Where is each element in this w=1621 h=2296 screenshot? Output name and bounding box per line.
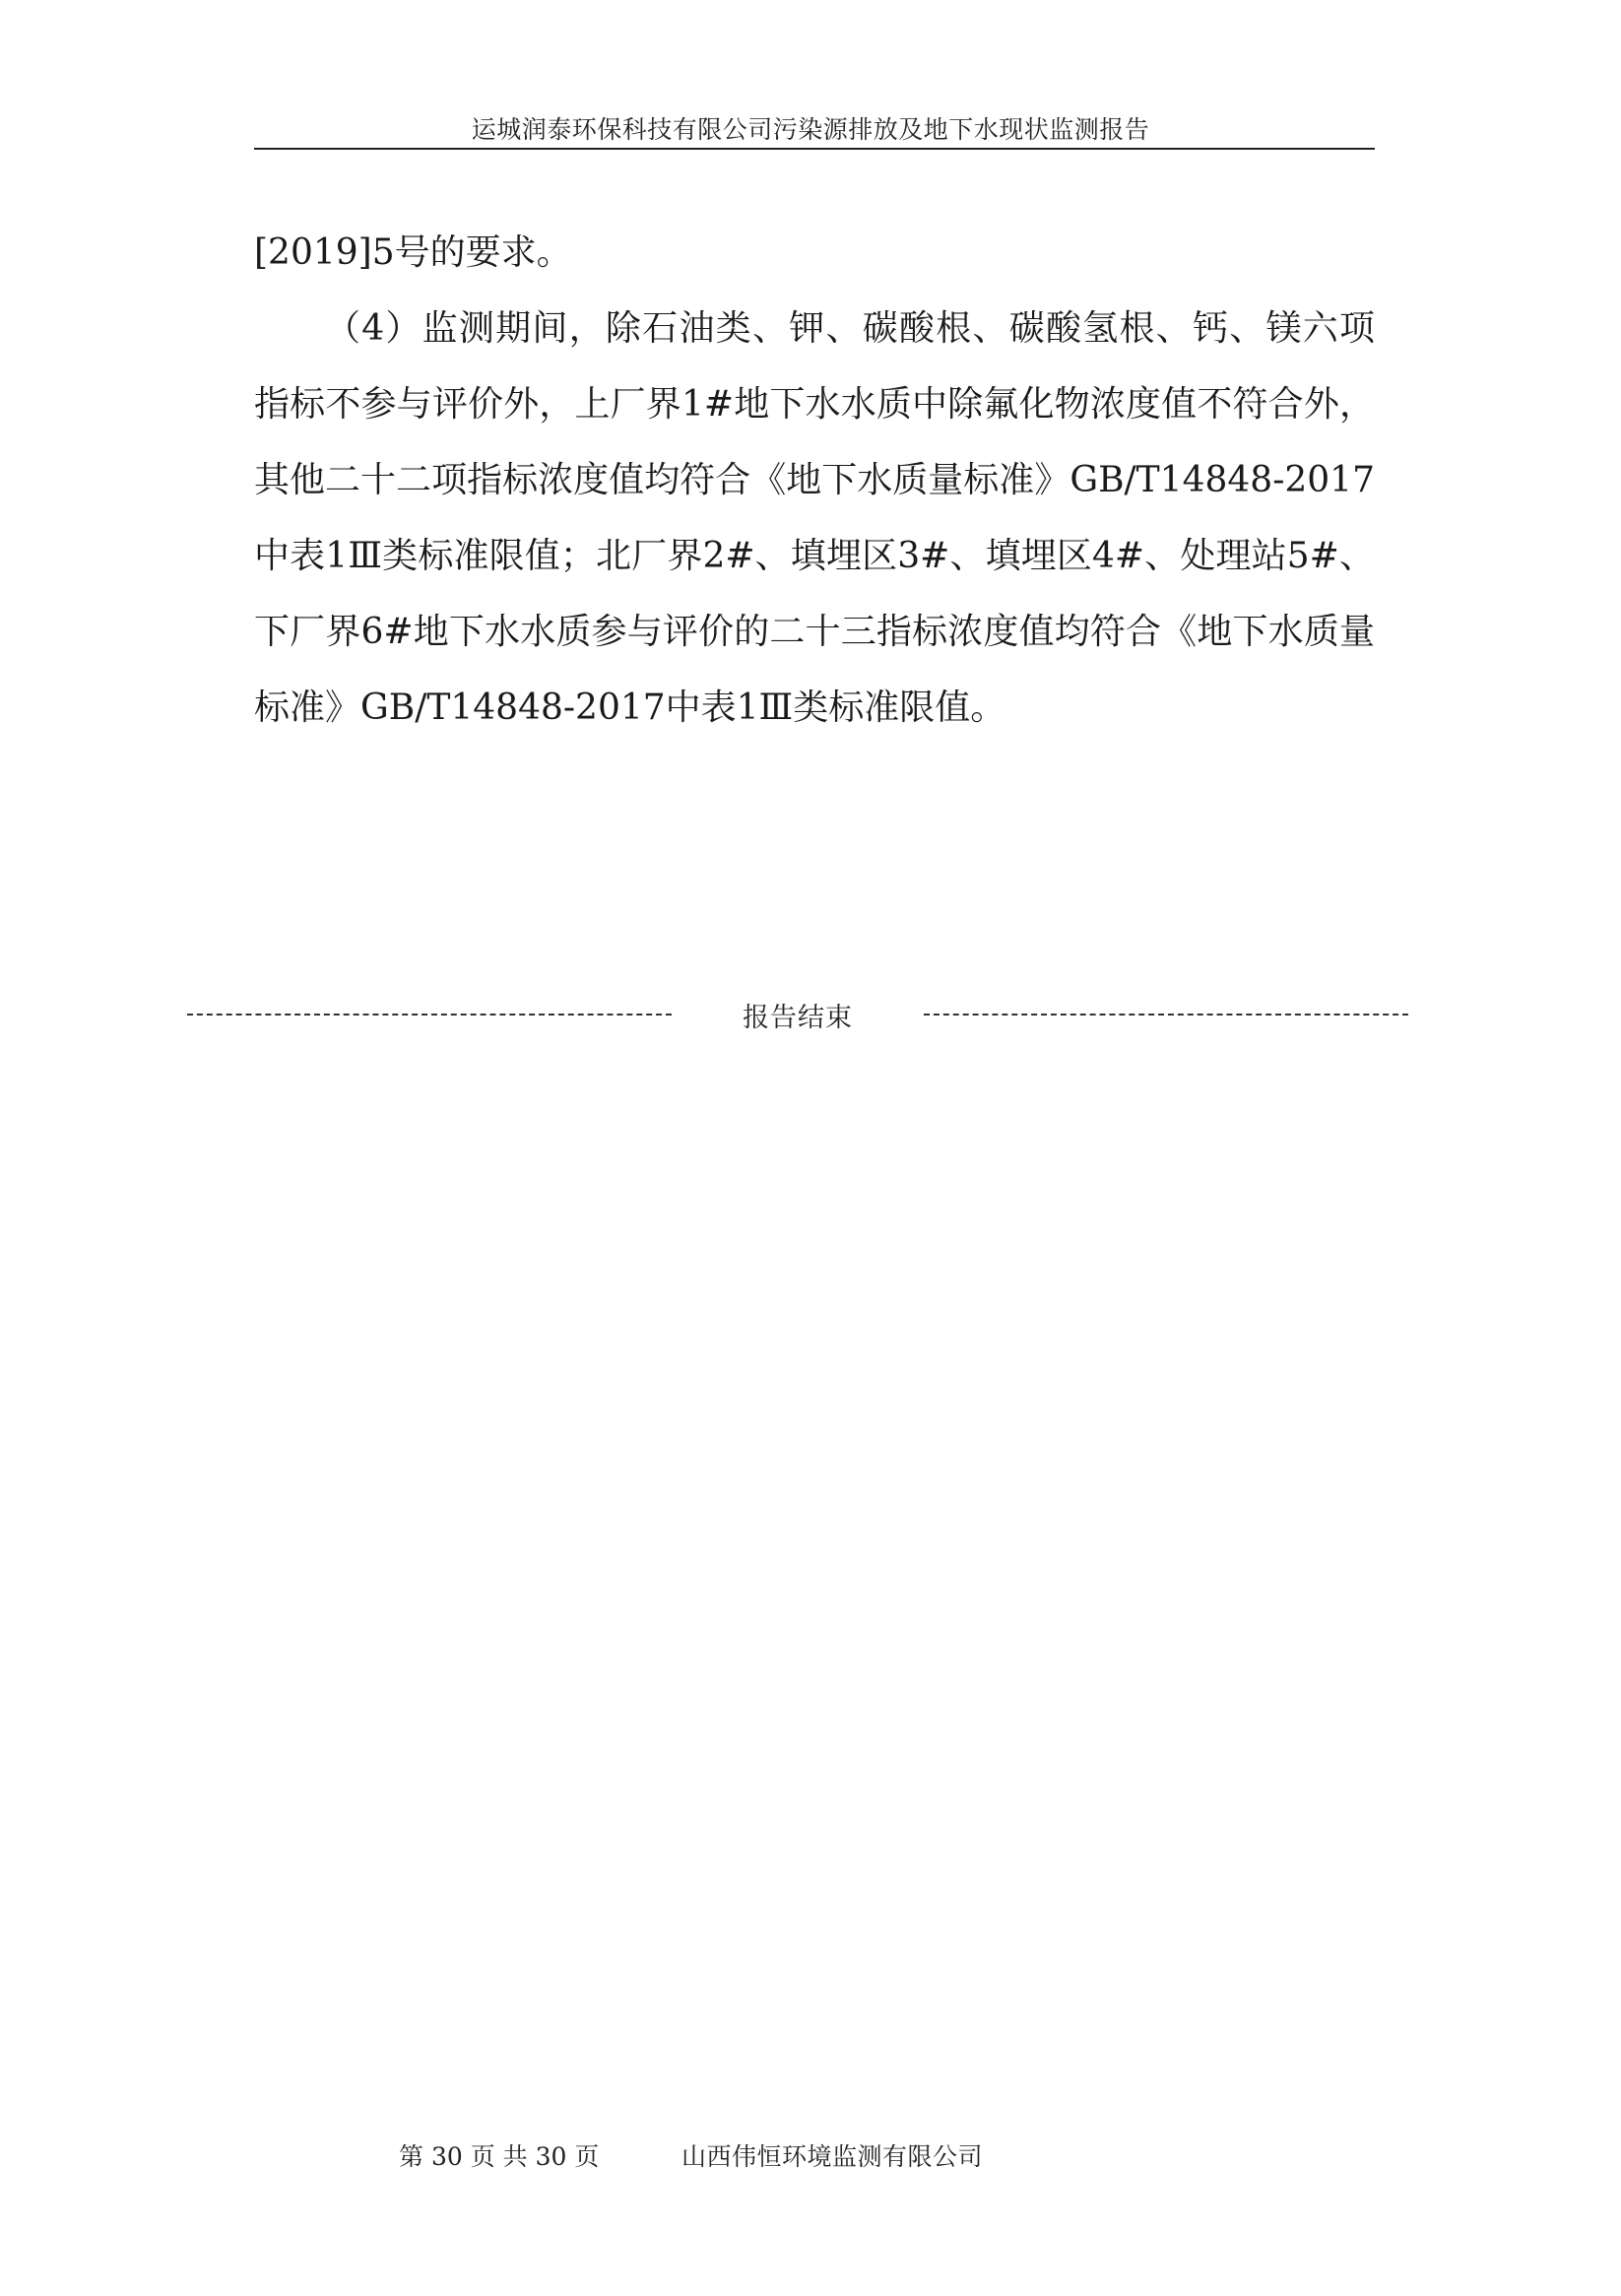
report-body — [254, 215, 1375, 746]
end-dash-left — [187, 1014, 672, 1016]
report-end-text: 报告结束 — [743, 1002, 853, 1033]
end-dash-right — [924, 1014, 1408, 1016]
page-footer — [0, 2137, 1621, 2173]
header-divider — [254, 148, 1375, 150]
report-header-title: 运城润泰环保科技有限公司污染源排放及地下水现状监测报告 — [471, 115, 1150, 144]
report-end-marker — [187, 995, 1408, 1034]
body-paragraph-1: [2019]5号的要求。 — [254, 232, 572, 273]
footer-company-name: 山西伟恒环境监测有限公司 — [681, 2142, 984, 2171]
body-paragraph-2: （4）监测期间，除石油类、钾、碳酸根、碳酸氢根、钙、镁六项指标不参与评价外，上厂界1#地下水水质中除氟化物浓度值不符合外，其他二十二项指标浓度值均符合《地下水质量标准》GB/T14848-2017中表1Ⅲ类标准限值；北厂界2#、填埋区3#、填埋区4#、处理站5#、下厂界6#地下水水质参与评价的二十三指标浓度值均符合《地下水质量标准》GB/T14848-2017中表1Ⅲ类标准限值。 — [254, 308, 1375, 728]
footer-page-number: 第 30 页 共 30 页 — [399, 2142, 600, 2171]
